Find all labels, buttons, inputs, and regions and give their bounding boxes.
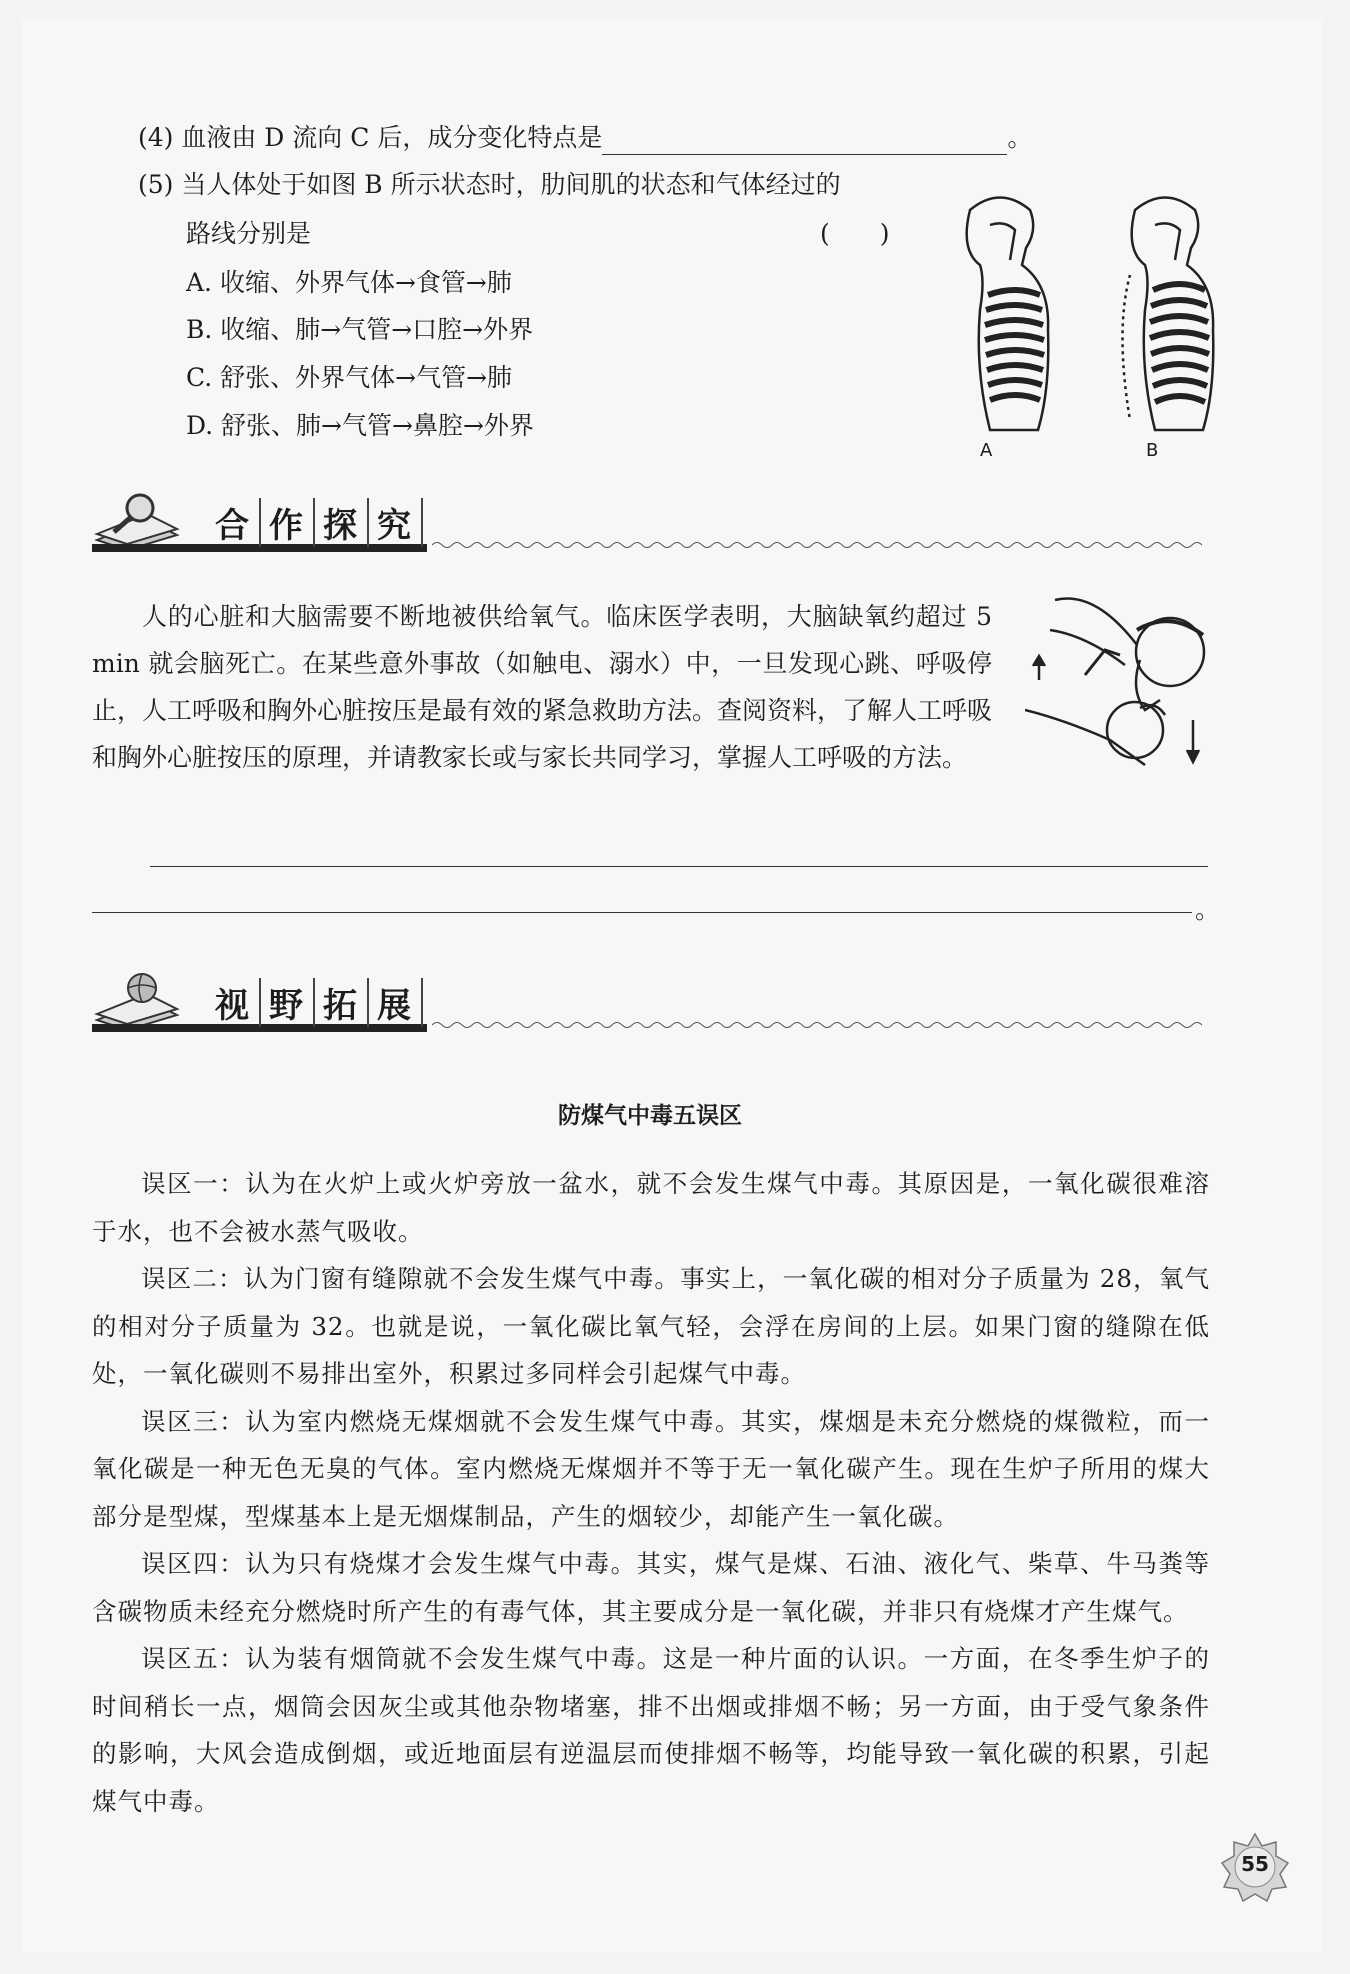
answer-end: 。: [1195, 895, 1221, 924]
title-char: 野: [261, 978, 315, 1027]
title-char: 拓: [315, 978, 369, 1027]
option-d: D. 舒张、肺→气管→鼻腔→外界: [186, 411, 534, 440]
section-title: [207, 978, 423, 1027]
answer-line[interactable]: [150, 866, 1208, 867]
answer-paren[interactable]: ( ): [820, 219, 890, 248]
article-paragraph: 误区五：认为装有烟筒就不会发生煤气中毒。这是一种片面的认识。一方面，在冬季生炉子的时间稍长一点，烟筒会因灰尘或其他杂物堵塞，排不出烟或排烟不畅；另一方面，由于受气象条件的影响，大风会造成倒烟，或近地面层有逆温层而使排烟不畅等，均能导致一氧化碳的积累，引起煤气中毒。: [92, 1644, 1210, 1816]
title-char: 究: [369, 498, 423, 547]
page-number-badge: [1220, 1832, 1290, 1902]
article-paragraph: 误区二：认为门窗有缝隙就不会发生煤气中毒。事实上，一氧化碳的相对分子质量为 28，氧气的相对分子质量为 32。也就是说，一氧化碳比氧气轻，会浮在房间的上层。如果门窗的缝隙在低处，一氧化碳则不易排出室外，积累过多同样会引起煤气中毒。: [92, 1264, 1210, 1388]
torso-figure-a: [967, 198, 1049, 431]
question-4-text: (4) 血液由 D 流向 C 后，成分变化特点是: [138, 123, 603, 152]
option-a: A. 收缩、外界气体→食管→肺: [186, 268, 512, 297]
section1-text: 人的心脏和大脑需要不断地被供给氧气。临床医学表明，大脑缺氧约超过 5 min 就会脑死亡。在某些意外事故（如触电、溺水）中，一旦发现心跳、呼吸停止，人工呼吸和胸外心脏按压是最有效的紧急救助方法。查阅资料，了解人工呼吸和胸外心脏按压的原理，并请教家长或与家长共同学习，掌握人工呼吸的方法。: [92, 602, 993, 772]
section-header-cooperative: [92, 490, 1202, 560]
globe-book-icon: [92, 970, 182, 1032]
title-char: 探: [315, 498, 369, 547]
title-char: 展: [369, 978, 423, 1027]
option-b: B. 收缩、肺→气管→口腔→外界: [186, 315, 534, 344]
magnifier-book-icon: [92, 490, 182, 552]
breathing-figure: [930, 190, 1220, 465]
cpr-illustration: [1025, 590, 1215, 775]
article-paragraph: 误区四：认为只有烧煤才会发生煤气中毒。其实，煤气是煤、石油、液化气、柴草、牛马粪等含碳物质未经充分燃烧时所产生的有毒气体，其主要成分是一氧化碳，并非只有烧煤才产生煤气。: [92, 1549, 1210, 1626]
question-5-line2: 路线分别是: [186, 219, 312, 248]
option-c: C. 舒张、外界气体→气管→肺: [186, 363, 513, 392]
article-paragraph: 误区三：认为室内燃烧无煤烟就不会发生煤气中毒。其实，煤烟是未充分燃烧的煤微粒，而一氧化碳是一种无色无臭的气体。室内燃烧无煤烟并不等于无一氧化碳产生。现在生炉子所用的煤大部分是型煤，型煤基本上是无烟煤制品，产生的烟较少，却能产生一氧化碳。: [92, 1406, 1210, 1531]
article-title: 防煤气中毒五误区: [558, 1103, 742, 1129]
wave-divider: [432, 1020, 1202, 1030]
title-char: 合: [207, 498, 261, 547]
question-5-line1: (5) 当人体处于如图 B 所示状态时，肋间肌的状态和气体经过的: [138, 170, 841, 199]
figure-label-b: B: [1146, 440, 1159, 461]
title-char: 视: [207, 978, 261, 1027]
article-paragraph: 误区一：认为在火炉上或火炉旁放一盆水，就不会发生煤气中毒。其原因是，一氧化碳很难溶于水，也不会被水蒸气吸收。: [92, 1169, 1210, 1246]
wave-divider: [432, 540, 1202, 550]
section-header-horizon: [92, 970, 1202, 1040]
article-body: [92, 1160, 1210, 1825]
question-4: [138, 121, 1032, 155]
answer-line[interactable]: [92, 912, 1192, 913]
question-4-end: 。: [1007, 123, 1033, 152]
figure-label-a: A: [980, 440, 993, 461]
section-title: [207, 498, 423, 547]
page-number: 55: [1241, 1852, 1269, 1876]
title-char: 作: [261, 498, 315, 547]
answer-blank[interactable]: [602, 128, 1007, 155]
torso-figure-b: [1123, 198, 1214, 431]
